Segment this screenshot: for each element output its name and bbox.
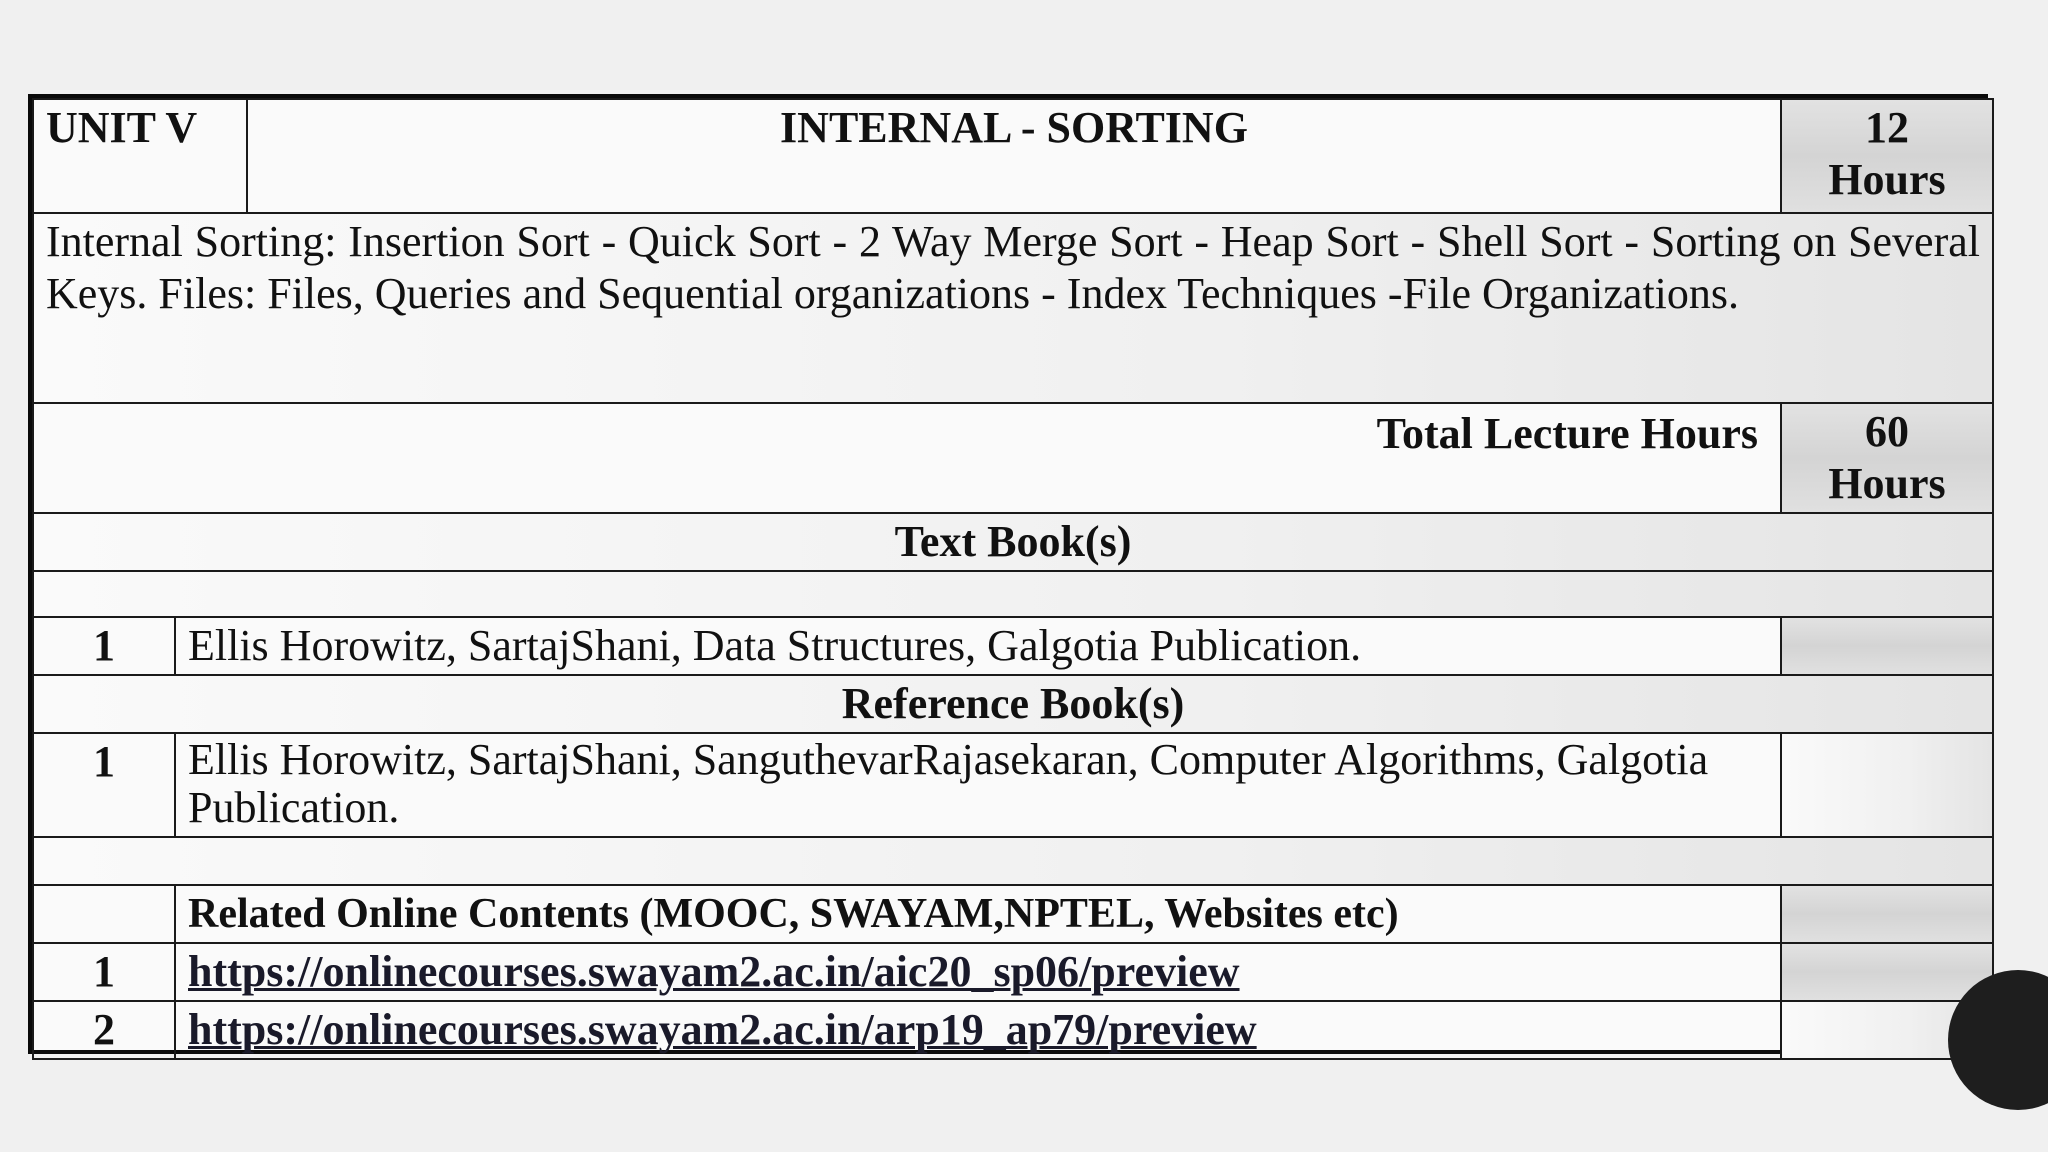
reference-book-row bbox=[33, 733, 1993, 837]
spacer-row bbox=[33, 837, 1993, 885]
online-link-row bbox=[33, 1001, 1993, 1059]
reference-book-entry: Ellis Horowitz, SartajShani, SanguthevarRajasekaran, Computer Algorithms, Galgotia Publication. bbox=[175, 733, 1781, 837]
online-link-cell bbox=[175, 943, 1781, 1001]
reference-book-side-cell bbox=[1781, 733, 1993, 837]
spacer-row bbox=[33, 571, 1993, 617]
spacer-cell bbox=[33, 837, 1993, 885]
text-books-heading-row bbox=[33, 513, 1993, 571]
text-book-side-cell bbox=[1781, 617, 1993, 675]
text-book-row bbox=[33, 617, 1993, 675]
online-link-row bbox=[33, 943, 1993, 1001]
total-hours-value bbox=[1781, 403, 1993, 513]
unit-description-row bbox=[33, 213, 1993, 403]
unit-title: INTERNAL - SORTING bbox=[247, 99, 1781, 213]
online-link-side-cell bbox=[1781, 943, 1993, 1001]
online-heading-side-cell bbox=[1781, 885, 1993, 943]
online-link-cell bbox=[175, 1001, 1781, 1059]
total-hours-row bbox=[33, 403, 1993, 513]
online-contents-heading-row bbox=[33, 885, 1993, 943]
reference-books-heading-row bbox=[33, 675, 1993, 733]
unit-hours-number: 12 bbox=[1865, 103, 1909, 152]
online-contents-heading: Related Online Contents (MOOC, SWAYAM,NPTEL, Websites etc) bbox=[175, 885, 1781, 943]
syllabus-table bbox=[32, 98, 1994, 1060]
text-books-heading: Text Book(s) bbox=[33, 513, 1993, 571]
unit-hours-unit: Hours bbox=[1828, 155, 1946, 204]
syllabus-document bbox=[28, 94, 1988, 1054]
unit-header-row bbox=[33, 99, 1993, 213]
unit-label: UNIT V bbox=[33, 99, 247, 213]
online-link-1[interactable]: https://onlinecourses.swayam2.ac.in/aic20_sp06/preview bbox=[188, 947, 1240, 996]
online-link-number: 1 bbox=[33, 943, 175, 1001]
online-link-number: 2 bbox=[33, 1001, 175, 1059]
unit-hours bbox=[1781, 99, 1993, 213]
spacer-cell bbox=[33, 571, 1993, 617]
online-heading-num-cell bbox=[33, 885, 175, 943]
total-hours-unit: Hours bbox=[1828, 459, 1946, 508]
total-hours-label: Total Lecture Hours bbox=[33, 403, 1781, 513]
reference-books-heading: Reference Book(s) bbox=[33, 675, 1993, 733]
text-book-entry: Ellis Horowitz, SartajShani, Data Structures, Galgotia Publication. bbox=[175, 617, 1781, 675]
text-book-number: 1 bbox=[33, 617, 175, 675]
unit-description: Internal Sorting: Insertion Sort - Quick Sort - 2 Way Merge Sort - Heap Sort - Shell Sort - Sorting on Several Keys. Files: Files, Queries and Sequential organizations - Index Techniques -File Organizations. bbox=[33, 213, 1993, 403]
online-link-2[interactable]: https://onlinecourses.swayam2.ac.in/arp19_ap79/preview bbox=[188, 1005, 1257, 1054]
reference-book-number: 1 bbox=[33, 733, 175, 837]
total-hours-number: 60 bbox=[1865, 407, 1909, 456]
